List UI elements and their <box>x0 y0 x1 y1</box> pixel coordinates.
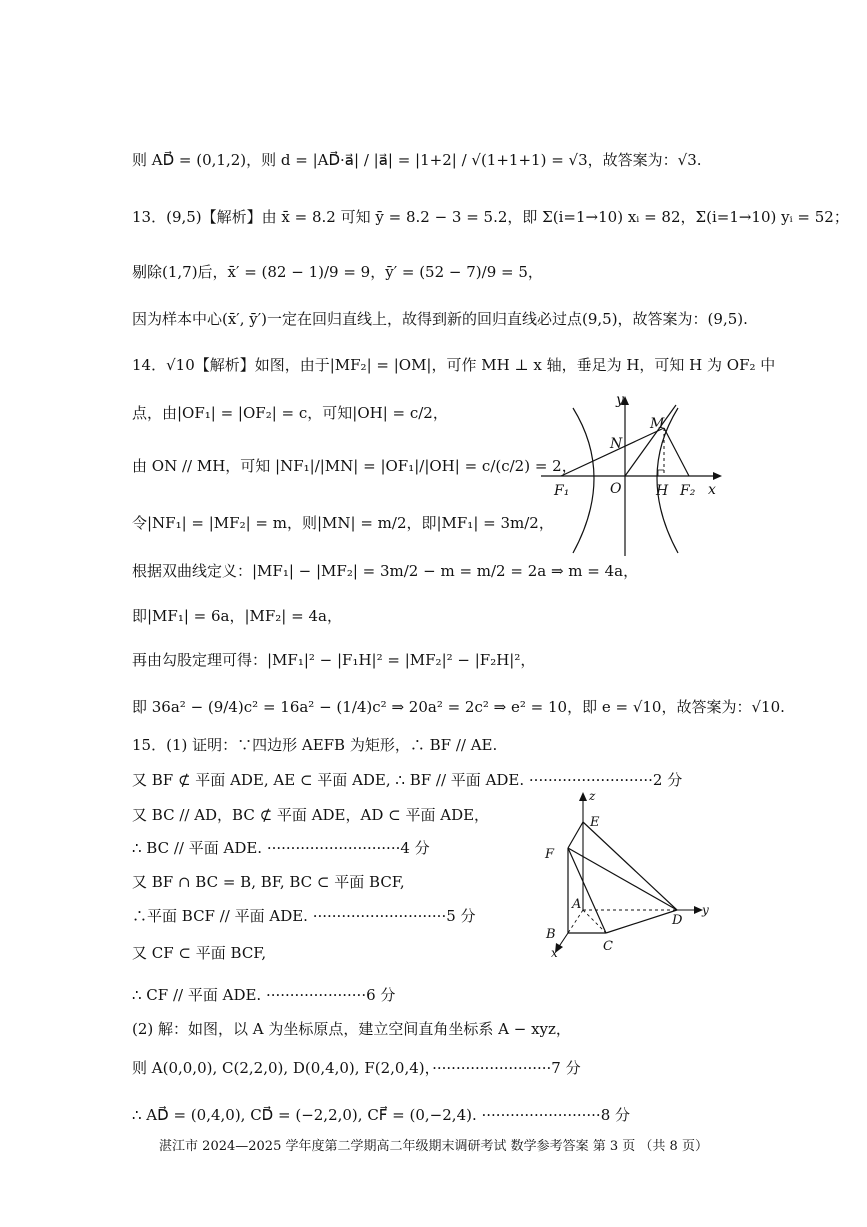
line-20: (2) 解：如图，以 A 为坐标原点，建立空间直角坐标系 A − xyz， <box>132 1020 571 1038</box>
label-F2: F₂ <box>680 483 696 499</box>
page-footer: 湛江市 2024—2025 学年度第二学期高二年级期末调研考试 数学参考答案 第 3 页 （共 8 页） <box>159 1139 708 1154</box>
line-6: 由 ON // MH，可知 |NF₁|/|MN| = |OF₁|/|OH| = c/(c/2) = 2， <box>132 457 577 475</box>
line-4: 14．√10【解析】如图，由于|MF₂| = |OM|，可作 MH ⊥ x 轴，垂足为 H，可知 H 为 OF₂ 中 <box>132 356 776 374</box>
label-H: H <box>656 483 669 499</box>
label-y-axis: y <box>702 903 709 917</box>
label-y: y <box>616 392 624 408</box>
solid-figure <box>540 786 715 958</box>
label-D: D <box>672 913 683 928</box>
line-10: 再由勾股定理可得：|MF₁|² − |F₁H|² = |MF₂|² − |F₂H|²， <box>132 651 536 669</box>
line-13: 又 BF ⊄ 平面 ADE, AE ⊂ 平面 ADE, ∴ BF // 平面 ADE. ··························2 分 <box>132 771 683 789</box>
line-3: 因为样本中心(x̄′, ȳ′)一定在回归直线上，故得到新的回归直线必过点(9,5)，故答案为：(9,5). <box>132 310 748 328</box>
line-9: 即|MF₁| = 6a，|MF₂| = 4a， <box>132 607 342 625</box>
label-F: F <box>545 847 555 862</box>
label-z: z <box>589 789 596 803</box>
label-C: C <box>603 939 613 954</box>
line-14: 又 BC // AD，BC ⊄ 平面 ADE，AD ⊂ 平面 ADE， <box>132 806 490 824</box>
line-12: 15．(1) 证明：∵四边形 AEFB 为矩形，∴ BF // AE. <box>132 736 498 754</box>
line-15: ∴ BC // 平面 ADE. ····························4 分 <box>132 839 430 857</box>
line-16: 又 BF ∩ BC = B, BF, BC ⊂ 平面 BCF, <box>132 873 405 891</box>
label-B: B <box>546 927 556 942</box>
line-17: ∴平面 BCF // 平面 ADE. ····························5 分 <box>132 907 476 925</box>
line-7: 令|NF₁| = |MF₂| = m，则|MN| = m/2，即|MF₁| = 3m/2， <box>132 514 554 532</box>
label-A: A <box>572 897 582 912</box>
line-19: ∴ CF // 平面 ADE. ·····················6 分 <box>132 986 396 1004</box>
line-2: 剔除(1,7)后，x̄′ = (82 − 1)/9 = 9，ȳ′ = (52 − 7)/9 = 5， <box>132 263 543 281</box>
line-0: 则 AD⃗ = (0,1,2)，则 d = |AD⃗·a⃗| / |a⃗| = |1+2| / √(1+1+1) = √3，故答案为：√3. <box>132 151 702 169</box>
line-22: ∴ AD⃗ = (0,4,0), CD⃗ = (−2,2,0), CF⃗ = (0,−2,4). ·························8 分 <box>132 1106 631 1124</box>
line-18: 又 CF ⊂ 平面 BCF, <box>132 944 267 962</box>
label-N: N <box>610 436 623 452</box>
label-O: O <box>610 481 622 497</box>
label-x: x <box>708 482 716 498</box>
line-11: 即 36a² − (9/4)c² = 16a² − (1/4)c² ⇒ 20a² = 2c² ⇒ e² = 10，即 e = √10，故答案为：√10. <box>132 698 785 716</box>
label-x-axis: x <box>551 946 558 958</box>
line-21: 则 A(0,0,0), C(2,2,0), D(0,4,0), F(2,0,4)，·························7 分 <box>132 1059 581 1077</box>
label-E: E <box>590 815 600 830</box>
line-1: 13．(9,5)【解析】由 x̄ = 8.2 可知 ȳ = 8.2 − 3 = 5.2，即 Σ(i=1→10) xᵢ = 82，Σ(i=1→10) yᵢ = 52； <box>132 208 849 226</box>
line-8: 根据双曲线定义：|MF₁| − |MF₂| = 3m/2 − m = m/2 = 2a ⇒ m = 4a， <box>132 562 639 580</box>
label-M: M <box>650 416 665 432</box>
line-5: 点，由|OF₁| = |OF₂| = c，可知|OH| = c/2， <box>132 404 448 422</box>
label-F1: F₁ <box>554 483 570 499</box>
hyperbola-figure <box>535 388 735 560</box>
